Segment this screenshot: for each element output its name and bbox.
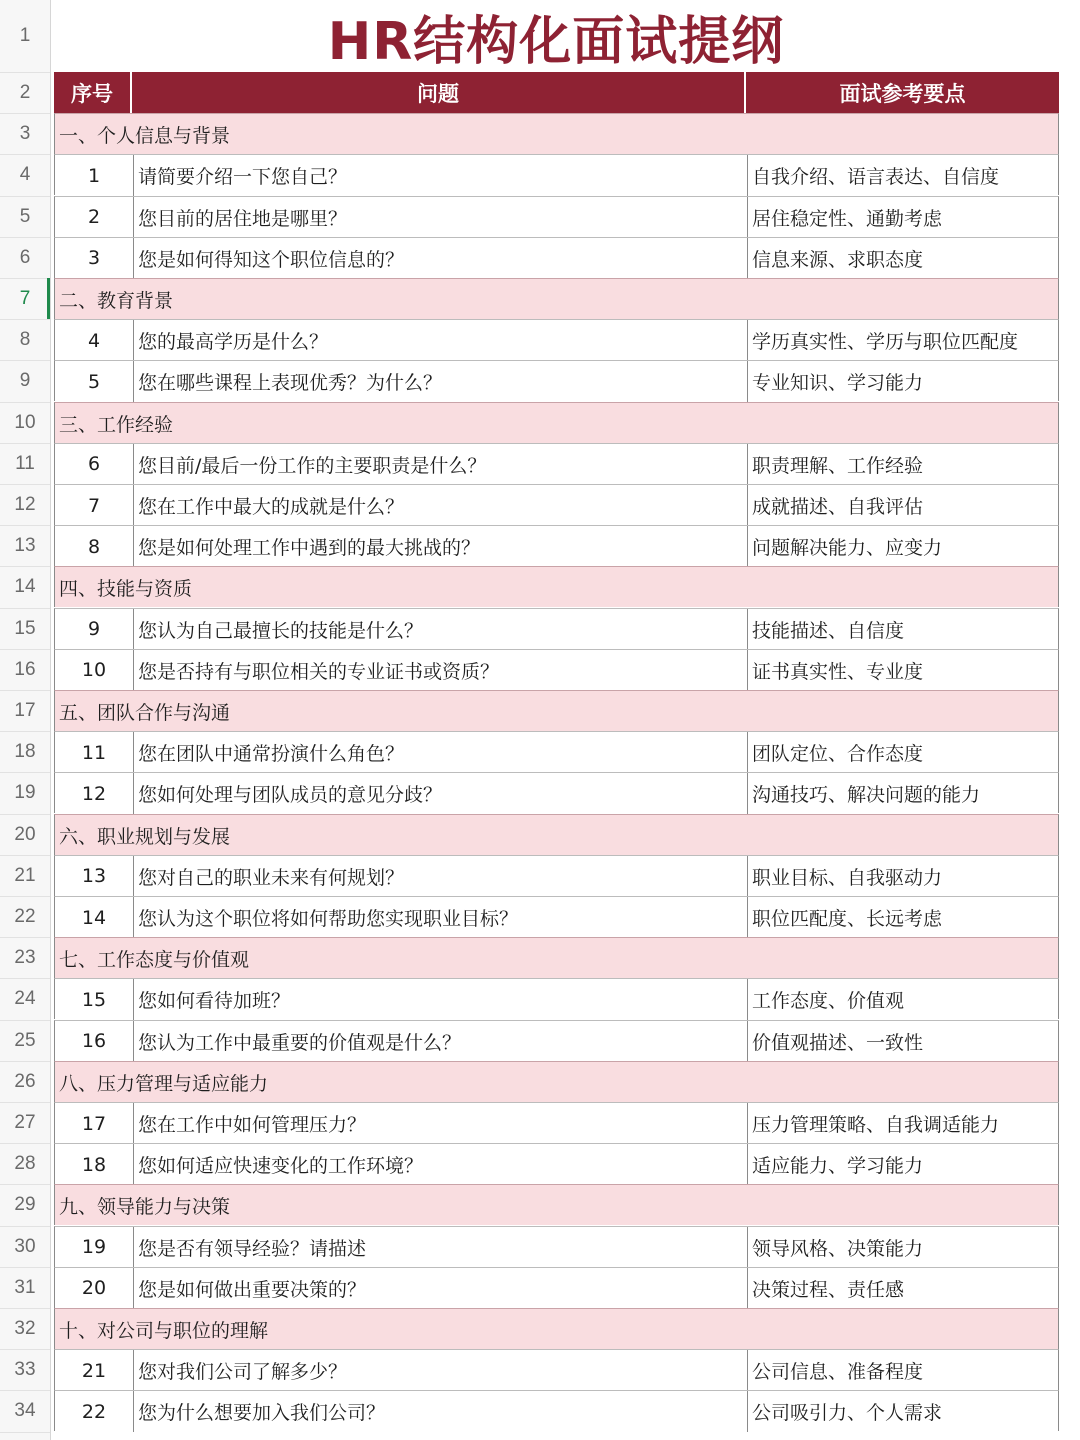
cell-key-points[interactable]: 压力管理策略、自我调适能力: [747, 1103, 1060, 1144]
section-title-cell[interactable]: 二、教育背景: [59, 290, 174, 312]
table-header-row: [54, 72, 1059, 113]
section-row: [54, 1061, 1059, 1102]
cell-question[interactable]: 您如何看待加班？: [133, 979, 747, 1020]
cell-number[interactable]: 13: [81, 865, 107, 888]
cell-number[interactable]: 18: [81, 1153, 107, 1176]
section-title-cell[interactable]: 八、压力管理与适应能力: [59, 1072, 269, 1095]
cell-number[interactable]: 6: [87, 453, 101, 476]
cell-question[interactable]: 您在哪些课程上表现优秀？为什么？: [133, 361, 747, 402]
section-row: [54, 113, 1059, 154]
cell-question[interactable]: 您的最高学历是什么？: [133, 320, 747, 361]
section-row: [54, 814, 1059, 855]
cell-key-points[interactable]: 问题解决能力、应变力: [747, 526, 1060, 567]
row-number[interactable]: 3: [19, 123, 31, 145]
cell-question[interactable]: 您为什么想要加入我们公司？: [133, 1391, 747, 1432]
question-row: [54, 896, 1059, 937]
section-title-cell[interactable]: 六、职业规划与发展: [59, 825, 231, 848]
row-number[interactable]: 29: [14, 1194, 36, 1216]
cell-number[interactable]: 2: [87, 206, 101, 229]
row-number[interactable]: 16: [14, 658, 36, 680]
row-number[interactable]: 33: [14, 1359, 36, 1381]
row-number[interactable]: 18: [14, 741, 36, 763]
cell-key-points[interactable]: 价值观描述、一致性: [747, 1021, 1060, 1062]
question-row: [54, 855, 1059, 896]
row-number[interactable]: 10: [14, 411, 36, 433]
cell-number[interactable]: 9: [87, 618, 101, 641]
question-row: [54, 196, 1059, 237]
cell-number[interactable]: 5: [87, 370, 101, 393]
cell-question[interactable]: 您在工作中如何管理压力？: [133, 1103, 747, 1144]
question-row: [54, 237, 1059, 278]
question-row: [54, 319, 1059, 360]
section-row: [54, 1308, 1059, 1349]
cell-number[interactable]: 16: [81, 1030, 107, 1053]
section-row: [54, 402, 1059, 443]
cell-key-points[interactable]: 学历真实性、学历与职位匹配度: [747, 320, 1060, 361]
row-number[interactable]: 12: [14, 494, 36, 515]
section-title-cell[interactable]: 十、对公司与职位的理解: [59, 1320, 269, 1342]
cell-question[interactable]: 您是否有领导经验？请描述: [133, 1227, 747, 1268]
cell-question[interactable]: 您认为工作中最重要的价值观是什么？: [133, 1021, 747, 1062]
cell-question[interactable]: 您认为这个职位将如何帮助您实现职业目标？: [133, 897, 747, 938]
question-row: [54, 525, 1059, 566]
cell-key-points[interactable]: 公司信息、准备程度: [747, 1350, 1060, 1391]
row-number[interactable]: 20: [14, 823, 36, 845]
cell-number[interactable]: 10: [81, 659, 107, 682]
cell-number[interactable]: 7: [87, 494, 101, 517]
row-number[interactable]: 27: [14, 1112, 36, 1133]
cell-question[interactable]: 您对我们公司了解多少？: [133, 1350, 747, 1391]
question-row: [54, 1226, 1059, 1267]
cell-key-points[interactable]: 工作态度、价值观: [747, 979, 1060, 1020]
question-row: [54, 649, 1059, 690]
cell-key-points[interactable]: 领导风格、决策能力: [747, 1227, 1060, 1268]
cell-key-points[interactable]: 信息来源、求职态度: [747, 238, 1060, 279]
section-row: [54, 937, 1059, 978]
cell-question[interactable]: 您如何适应快速变化的工作环境？: [133, 1144, 747, 1185]
cell-key-points[interactable]: 决策过程、责任感: [747, 1268, 1060, 1309]
cell-number[interactable]: 3: [87, 247, 101, 270]
question-row: [54, 443, 1059, 484]
question-row: [54, 772, 1059, 813]
cell-question[interactable]: 您如何处理与团队成员的意见分歧？: [133, 773, 747, 814]
question-row: [54, 1267, 1059, 1308]
selected-row-indicator: [47, 278, 50, 319]
cell-question[interactable]: 您是如何处理工作中遇到的最大挑战的？: [133, 526, 747, 567]
row-number[interactable]: 19: [14, 782, 36, 804]
row-number[interactable]: 34: [14, 1400, 36, 1422]
cell-key-points[interactable]: 职责理解、工作经验: [747, 444, 1060, 485]
row-number[interactable]: 1: [19, 25, 31, 46]
header-cell-points[interactable]: 面试参考要点: [746, 72, 1059, 113]
row-number[interactable]: 8: [19, 329, 31, 351]
row-number[interactable]: 4: [19, 164, 31, 186]
section-title-cell[interactable]: 三、工作经验: [59, 413, 174, 436]
row-number[interactable]: 22: [14, 906, 36, 927]
question-row: [54, 360, 1059, 401]
cell-key-points[interactable]: 团队定位、合作态度: [747, 732, 1060, 773]
header-cell-question[interactable]: 问题: [132, 72, 746, 113]
cell-question[interactable]: 您在工作中最大的成就是什么？: [133, 485, 747, 526]
row-number[interactable]: 23: [14, 947, 36, 969]
section-title-cell[interactable]: 五、团队合作与沟通: [59, 702, 231, 724]
page-title: HR结构化面试提纲: [327, 11, 785, 72]
cell-key-points[interactable]: 专业知识、学习能力: [747, 361, 1060, 402]
row-number-gutter: [0, 0, 51, 1440]
section-row: [54, 278, 1059, 319]
cell-question[interactable]: 您目前的居住地是哪里？: [133, 197, 747, 238]
question-row: [54, 484, 1059, 525]
row-number[interactable]: 26: [14, 1070, 36, 1092]
question-row: [54, 1102, 1059, 1143]
cell-key-points[interactable]: 职位匹配度、长远考虑: [747, 897, 1060, 938]
section-title-cell[interactable]: 七、工作态度与价值观: [59, 949, 250, 972]
row-number[interactable]: 32: [14, 1318, 36, 1339]
row-number[interactable]: 7: [19, 288, 31, 309]
cell-question[interactable]: 请简要介绍一下您自己？: [133, 155, 747, 196]
question-row: [54, 1349, 1059, 1390]
cell-key-points[interactable]: 职业目标、自我驱动力: [747, 856, 1060, 897]
section-title-cell[interactable]: 九、领导能力与决策: [59, 1196, 231, 1219]
cell-question[interactable]: 您对自己的职业未来有何规划？: [133, 856, 747, 897]
section-row: [54, 566, 1059, 607]
row-number[interactable]: 30: [14, 1235, 36, 1257]
cell-question[interactable]: 您在团队中通常扮演什么角色？: [133, 732, 747, 773]
cell-number[interactable]: 12: [81, 782, 107, 805]
cell-question[interactable]: 您认为自己最擅长的技能是什么？: [133, 609, 747, 650]
cell-key-points[interactable]: 公司吸引力、个人需求: [747, 1391, 1060, 1432]
row-number[interactable]: 21: [14, 864, 36, 886]
cell-key-points[interactable]: 沟通技巧、解决问题的能力: [747, 773, 1060, 814]
cell-number[interactable]: 21: [81, 1359, 107, 1382]
question-row: [54, 731, 1059, 772]
section-title-cell[interactable]: 四、技能与资质: [59, 578, 193, 601]
cell-key-points[interactable]: 适应能力、学习能力: [747, 1144, 1060, 1185]
section-title-cell[interactable]: 一、个人信息与背景: [59, 125, 231, 148]
cell-number[interactable]: 4: [87, 329, 101, 352]
question-row: [54, 1143, 1059, 1184]
cell-question[interactable]: 您是否持有与职位相关的专业证书或资质？: [133, 650, 747, 691]
question-row: [54, 608, 1059, 649]
question-row: [54, 978, 1059, 1019]
row-number[interactable]: 17: [14, 700, 36, 721]
cell-number[interactable]: 8: [87, 535, 101, 558]
cell-number[interactable]: 15: [81, 988, 107, 1011]
section-row: [54, 1184, 1059, 1225]
question-row: [54, 1020, 1059, 1061]
row-number[interactable]: 31: [14, 1276, 36, 1298]
cell-number[interactable]: 17: [81, 1112, 107, 1135]
row-number[interactable]: 25: [14, 1029, 36, 1051]
cell-number[interactable]: 11: [81, 741, 107, 764]
cell-number[interactable]: 20: [81, 1277, 107, 1300]
header-cell-no[interactable]: 序号: [54, 72, 132, 113]
row-divider: [0, 1432, 50, 1433]
row-number[interactable]: 15: [14, 617, 36, 639]
cell-key-points[interactable]: 技能描述、自信度: [747, 609, 1060, 650]
question-row: [54, 1390, 1059, 1431]
row-number[interactable]: 14: [14, 576, 36, 598]
cell-key-points[interactable]: 证书真实性、专业度: [747, 650, 1060, 691]
row-number[interactable]: 28: [14, 1153, 36, 1175]
cell-number[interactable]: 19: [81, 1236, 107, 1259]
row-number[interactable]: 2: [19, 82, 31, 103]
cell-number[interactable]: 1: [87, 164, 101, 187]
row-number[interactable]: 6: [19, 246, 31, 268]
section-row: [54, 690, 1059, 731]
cell-number[interactable]: 14: [81, 906, 107, 929]
question-row: [54, 154, 1059, 195]
row-number[interactable]: 5: [19, 205, 31, 227]
cell-key-points[interactable]: 自我介绍、语言表达、自信度: [747, 155, 1060, 196]
cell-question[interactable]: 您是如何做出重要决策的？: [133, 1268, 747, 1309]
cell-key-points[interactable]: 居住稳定性、通勤考虑: [747, 197, 1060, 238]
row-number[interactable]: 24: [14, 988, 36, 1010]
row-number[interactable]: 9: [19, 370, 31, 392]
row-number[interactable]: 11: [15, 452, 35, 474]
cell-number[interactable]: 22: [81, 1400, 107, 1423]
cell-question[interactable]: 您目前/最后一份工作的主要职责是什么？: [133, 444, 747, 485]
row-number[interactable]: 13: [14, 535, 36, 557]
cell-question[interactable]: 您是如何得知这个职位信息的？: [133, 238, 747, 279]
cell-key-points[interactable]: 成就描述、自我评估: [747, 485, 1060, 526]
